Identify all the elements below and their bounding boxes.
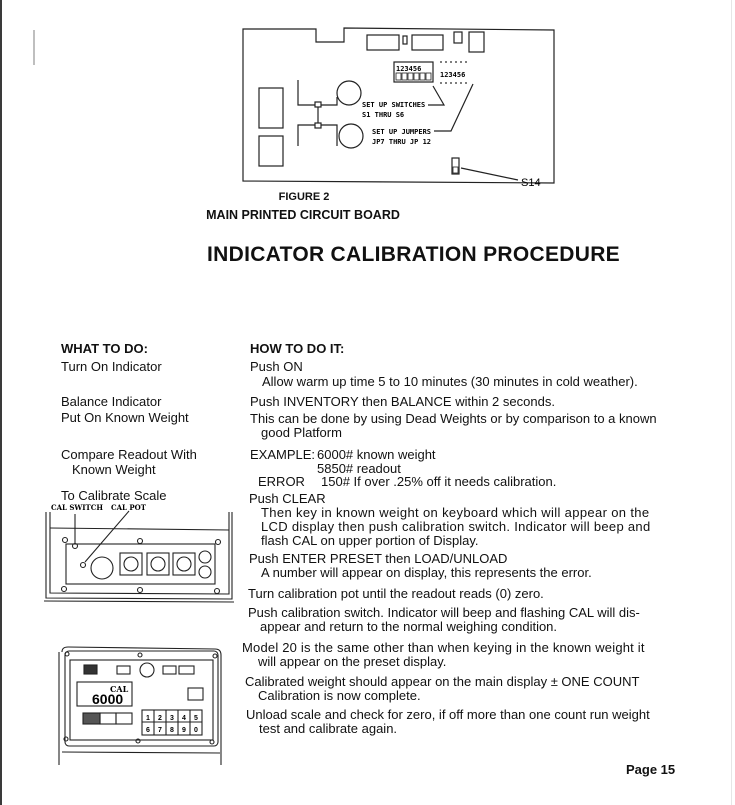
cal-switch-label: CAL SWITCH [51,503,103,512]
what-item-compare-1: Compare Readout With [61,447,197,462]
rear-panel-diagram [0,500,240,610]
chip-2 [412,35,443,50]
key-4: 4 [182,715,186,722]
what-item-turn-on: Turn On Indicator [61,359,162,374]
how-dead-weights-1: This can be done by using Dead Weights or by comparison to a known [250,411,657,426]
how-calibrated-1: Calibrated weight should appear on the main display ± ONE COUNT [245,674,640,689]
what-item-calibrate: To Calibrate Scale [61,488,167,503]
key-6: 6 [146,727,150,734]
page-left-border [0,0,2,805]
pcb-capacitor-bottom [339,124,363,148]
jumpers-label-2: JP7 THRU JP 12 [372,138,432,146]
how-example-known: 6000# known weight [317,447,436,462]
procedure-title: INDICATOR CALIBRATION PROCEDURE [207,243,620,266]
how-enter-preset-2: A number will appear on display, this represents the error. [261,565,592,580]
how-push-on: Push ON [250,359,303,374]
how-to-do-it-header: HOW TO DO IT: [250,341,345,356]
chip-3 [454,32,462,43]
how-example-readout: 5850# readout [317,461,401,476]
how-unload-1: Unload scale and check for zero, if off more than one count run weight [246,707,650,722]
how-unload-2: test and calibrate again. [259,721,398,736]
display-cal: CAL [110,684,129,694]
how-warm-up: Allow warm up time 5 to 10 minutes (30 minutes in cold weather). [262,374,638,389]
cal-pot-label: CAL POT [111,503,146,512]
how-calibrated-2: Calibration is now complete. [258,688,421,703]
pcb-capacitor-top [337,81,361,105]
figure-number: FIGURE 2 [278,191,330,203]
how-clear-3: flash CAL on upper portion of Display. [261,533,479,548]
pcb-diagram [240,0,560,195]
switches-label-2: S1 THRU S6 [362,111,405,119]
what-item-balance: Balance Indicator [61,394,162,409]
key-0: 0 [194,727,198,734]
page-right-border [731,0,732,805]
how-error-label: ERROR [258,474,305,489]
how-error-text: 150# If over .25% off it needs calibration. [321,474,557,489]
switch-numbers: 123456 [396,65,422,73]
chip-1 [367,35,399,50]
s14-label: S14 [521,177,541,189]
page-number: Page 15 [626,762,676,777]
chip-4 [469,32,484,52]
connector-round [91,557,113,579]
jumper-numbers: 123456 [440,71,466,79]
what-item-known-weight: Put On Known Weight [61,410,189,425]
jumpers-label-1: SET UP JUMPERS [372,128,432,136]
key-1: 1 [146,715,150,722]
how-turn-pot: Turn calibration pot until the readout reads (0) zero. [248,586,544,601]
key-7: 7 [158,727,162,734]
how-dead-weights-2: good Platform [261,425,342,440]
how-model20-2: will appear on the preset display. [258,654,447,669]
switches-label-1: SET UP SWITCHES [362,101,426,109]
key-3: 3 [170,715,174,722]
how-example-label: EXAMPLE: [250,447,316,462]
how-push-cal-1: Push calibration switch. Indicator will beep and flashing CAL will dis- [248,605,640,620]
figure-title: MAIN PRINTED CIRCUIT BOARD [206,208,400,222]
how-enter-preset: Push ENTER PRESET then LOAD/UNLOAD [249,551,508,566]
how-clear-2: LCD display then push calibration switch. Indicator will beep and [261,519,651,534]
key-5: 5 [194,715,198,722]
key-8: 8 [170,727,174,734]
what-item-compare-2: Known Weight [72,462,156,477]
display-value: 6000 [92,691,124,707]
key-9: 9 [182,727,186,734]
front-panel-diagram [50,640,230,770]
how-model20-1: Model 20 is the same other than when keying in the known weight it [242,640,645,655]
how-clear-1: Then key in known weight on keyboard which will appear on the [261,505,650,520]
chip-small [403,36,407,44]
how-inventory: Push INVENTORY then BALANCE within 2 seconds. [250,394,555,409]
how-push-cal-2: appear and return to the normal weighing condition. [260,619,558,634]
how-push-clear: Push CLEAR [249,491,326,506]
scan-bleed-mark [33,30,35,65]
key-2: 2 [158,715,162,722]
what-to-do-header: WHAT TO DO: [61,341,148,356]
